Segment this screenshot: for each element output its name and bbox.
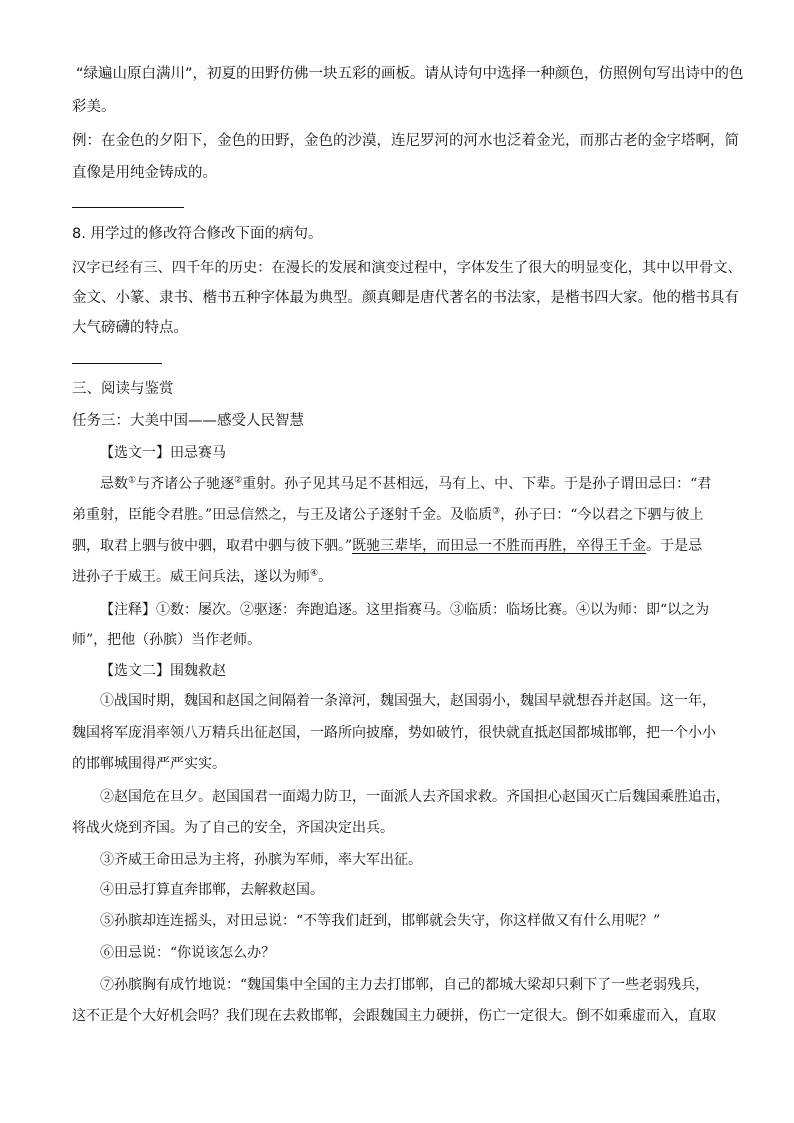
text1-line-1: 忌数①与齐诸公子驰逐②重射。孙子见其马足不甚相远，马有上、中、下辈。于是孙子谓田忌曰：“君	[100, 475, 712, 492]
text2-p1-line-1: ①战国时期，魏国和赵国之间隔着一条漳河，魏国强大，赵国弱小，魏国早就想吞并赵国。这一年，	[100, 693, 716, 709]
text1-line-4: 进孙子于威王。威王问兵法，遂以为师④。	[72, 568, 333, 585]
text2-p4: ④田忌打算直奔邯郸，去解救赵国。	[100, 882, 324, 898]
q8-sentence-line-1: 汉字已经有三、四千年的历史：在漫长的发展和演变过程中，字体发生了很大的明显变化，其中以甲骨文、	[72, 260, 742, 276]
text2-p1-line-3: 的邯郸城围得严严实实。	[72, 756, 226, 772]
task-heading: 任务三：大美中国——感受人民智慧	[72, 413, 304, 429]
q8-title: 8. 用学过的修改符合修改下面的病句。	[72, 226, 323, 242]
text1-note-line-1: 【注释】①数：屡次。②驱逐：奔跑追逐。这里指赛马。③临质：临场比赛。④以为师：即“以之为	[100, 602, 710, 618]
text1-title: 【选文一】田忌赛马	[100, 445, 226, 461]
q7-prompt-line-2: 彩美。	[72, 99, 116, 115]
q8-answer-blank	[72, 363, 162, 364]
text2-p7-line-2: 这不正是个大好机会吗？我们现在去救邯郸，会跟魏国主力硬拼，伤亡一定很大。倒不如乘虚而入，直取	[72, 1008, 716, 1024]
text2-p6: ⑥田忌说：“你说该怎么办？	[100, 945, 276, 961]
q7-prompt-line-1: “绿遍山原白满川”，初夏的田野仿佛一块五彩的画板。请从诗句中选择一种颜色，仿照例句写出诗中的色	[76, 66, 744, 82]
text2-p1-line-2: 魏国将军庞涓率领八万精兵出征赵国，一路所向披靡，势如破竹，很快就直抵赵国都城邯郸，把一个小小	[72, 725, 716, 741]
text1-note-line-2: 师”，把他（孙膑）当作老师。	[72, 632, 262, 648]
text2-p5: ⑤孙膑却连连摇头，对田忌说：“不等我们赶到，邯郸就会失守，你这样做又有什么用呢？”	[100, 913, 661, 929]
q7-example-line-2: 直像是用纯金铸成的。	[72, 165, 217, 181]
text2-p2-line-1: ②赵国危在旦夕。赵国国君一面竭力防卫，一面派人去齐国求救。齐国担心赵国灭亡后魏国乘胜追击，	[100, 789, 730, 805]
text2-p3: ③齐威王命田忌为主将，孙膑为军师，率大军出征。	[100, 852, 422, 868]
text2-p7-line-1: ⑦孙膑胸有成竹地说：“魏国集中全国的主力去打邯郸，自己的都城大梁却只剩下了一些老弱残兵，	[100, 977, 710, 993]
q7-answer-blank	[72, 207, 184, 208]
text2-title: 【选文二】围魏救赵	[100, 663, 226, 679]
underlined-sentence: 既驰三辈毕，而田忌一不胜而再胜，卒得王千金	[352, 538, 647, 554]
text2-p2-line-2: 将战火烧到齐国。为了自己的安全，齐国决定出兵。	[72, 820, 394, 836]
text1-line-2: 弟重射，臣能令君胜。”田忌信然之，与王及诸公子逐射千金。及临质③，孙子曰：“今以君之下驷与彼上	[72, 506, 704, 523]
q8-sentence-line-2: 金文、小篆、隶书、楷书五种字体最为典型。颜真卿是唐代著名的书法家，是楷书四大家。他的楷书具有	[72, 290, 739, 306]
text1-line-3: 驷，取君上驷与彼中驷，取君中驷与彼下驷。”既驰三辈毕，而田忌一不胜而再胜，卒得王千金。于是忌	[72, 538, 703, 554]
q8-sentence-line-3: 大气磅礴的特点。	[72, 320, 188, 336]
section-heading: 三、阅读与鉴赏	[72, 381, 174, 397]
q7-example-line-1: 例：在金色的夕阳下，金色的田野，金色的沙漠，连尼罗河的河水也泛着金光，而那古老的金字塔啊，简	[72, 133, 739, 149]
